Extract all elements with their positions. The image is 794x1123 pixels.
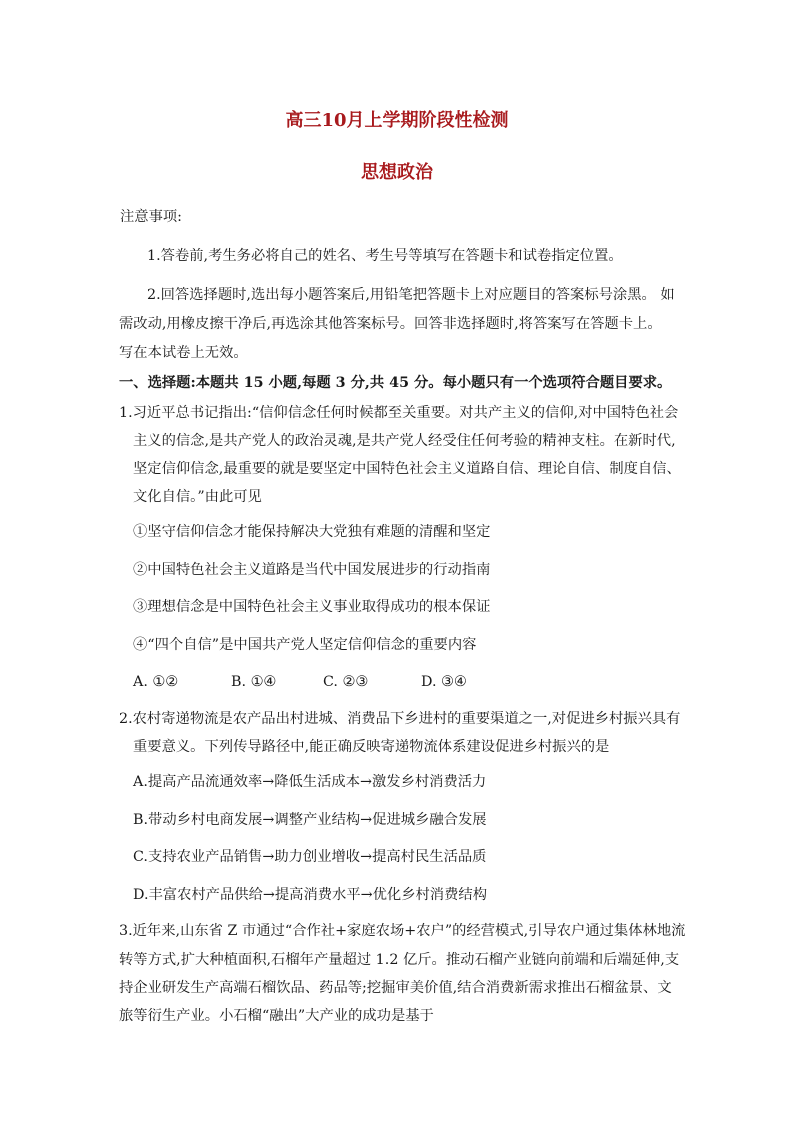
notice-item-2-line-1: 2.回答选择题时,选出每小题答案后,用铅笔把答题卡上对应题目的答案标号涂黑。 如 xyxy=(147,287,675,303)
q2-option-b[interactable]: B.带动乡村电商发展→调整产业结构→促进城乡融合发展 xyxy=(133,812,487,828)
q2-option-c[interactable]: C.支持农业产品销售→助力创业增收→提高村民生活品质 xyxy=(133,849,487,865)
notice-item-2-line-2: 需改动,用橡皮擦干净后,再选涂其他答案标号。回答非选择题时,将答案写在答题卡上。 xyxy=(119,316,662,332)
q1-option-d[interactable]: D. ③④ xyxy=(421,674,467,690)
q1-option-b[interactable]: B. ①④ xyxy=(231,674,277,690)
q2-stem-line-2: 重要意义。下列传导路径中,能正确反映寄递物流体系建设促进乡村振兴的是 xyxy=(133,739,610,755)
q1-statement-2: ②中国特色社会主义道路是当代中国发展进步的行动指南 xyxy=(133,562,491,578)
q2-stem-line-1: 2.农村寄递物流是农产品出村进城、消费品下乡进村的重要渠道之一,对促进乡村振兴具有 xyxy=(119,711,681,727)
q3-stem-line-2: 转等方式,扩大种植面积,石榴年产量超过 1.2 亿斤。推动石榴产业链向前端和后端延伸,支 xyxy=(119,952,680,968)
q1-option-c[interactable]: C. ②③ xyxy=(323,674,369,690)
q1-statement-3: ③理想信念是中国特色社会主义事业取得成功的根本保证 xyxy=(133,599,491,615)
q3-stem-line-3: 持企业研发生产高端石榴饮品、药品等;挖掘审美价值,结合消费新需求推出石榴盆景、文 xyxy=(119,980,672,996)
q1-option-a[interactable]: A. ①② xyxy=(133,674,179,690)
q1-options xyxy=(133,672,467,692)
q1-statement-4: ④“四个自信”是中国共产党人坚定信仰信念的重要内容 xyxy=(133,637,477,653)
subject-title: 思想政治 xyxy=(361,162,433,183)
notice-item-1: 1.答卷前,考生务必将自己的姓名、考生号等填写在答题卡和试卷指定位置。 xyxy=(147,248,623,264)
exam-title: 高三10月上学期阶段性检测 xyxy=(285,110,509,131)
q3-stem-line-1: 3.近年来,山东省 Z 市通过“合作社+家庭农场+农户”的经营模式,引导农户通过集体林地流 xyxy=(119,923,686,939)
q2-option-d[interactable]: D.丰富农村产品供给→提高消费水平→优化乡村消费结构 xyxy=(133,887,487,903)
notice-heading: 注意事项: xyxy=(120,209,183,225)
q1-stem-line-1: 1.习近平总书记指出:“信仰信念任何时候都至关重要。对共产主义的信仰,对中国特色社会 xyxy=(119,405,679,421)
q1-stem-line-2: 主义的信念,是共产党人的政治灵魂,是共产党人经受住任何考验的精神支柱。在新时代, xyxy=(133,433,676,449)
notice-item-2-line-3: 写在本试卷上无效。 xyxy=(119,345,248,361)
section-heading-choice: 一、选择题:本题共 15 小题,每题 3 分,共 45 分。每小题只有一个选项符合题目要求。 xyxy=(119,375,672,391)
q1-stem-line-4: 文化自信。”由此可见 xyxy=(133,489,262,505)
q3-stem-line-4: 旅等衍生产业。小石榴“融出”大产业的成功是基于 xyxy=(119,1008,434,1024)
q2-option-a[interactable]: A.提高产品流通效率→降低生活成本→激发乡村消费活力 xyxy=(133,774,487,790)
q1-stem-line-3: 坚定信仰信念,最重要的就是要坚定中国特色社会主义道路自信、理论自信、制度自信、 xyxy=(133,461,681,477)
q1-statement-1: ①坚守信仰信念才能保持解决大党独有难题的清醒和坚定 xyxy=(133,524,491,540)
